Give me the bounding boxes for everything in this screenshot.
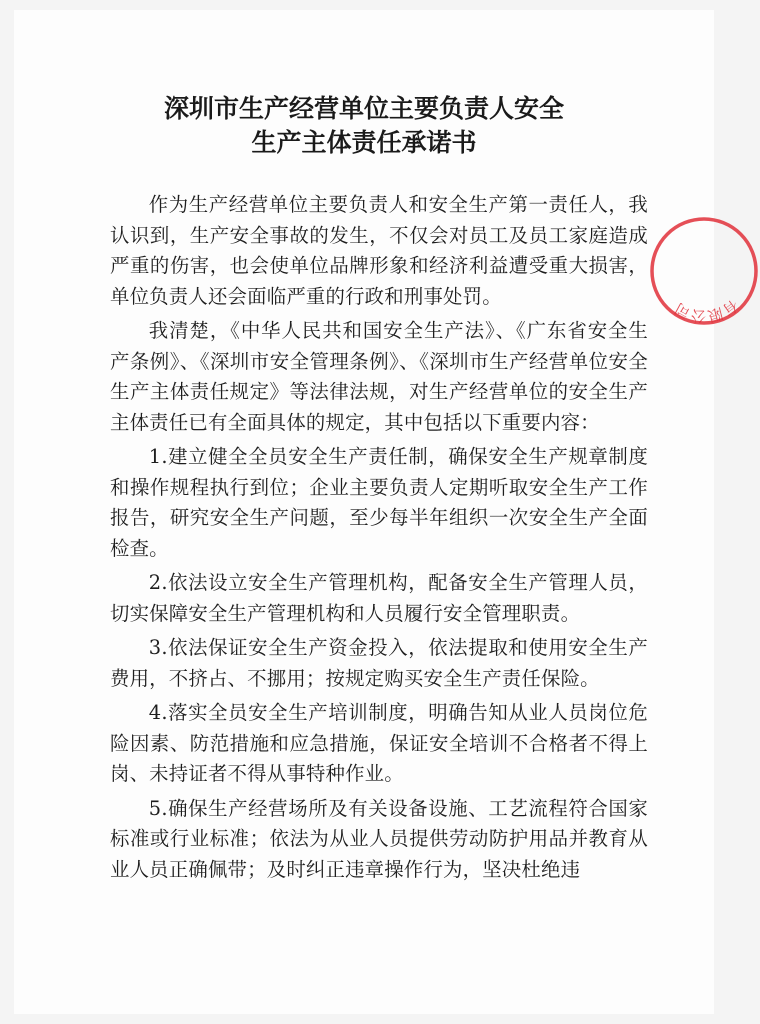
- document-title: [14, 92, 714, 160]
- seal-text: 有限公司: [671, 295, 742, 326]
- document-body: [110, 190, 648, 889]
- paragraph-intro: 作为生产经营单位主要负责人和安全生产第一责任人，我认识到，生产安全事故的发生，不仅会对员工及员工家庭造成严重的伤害，也会使单位品牌形象和经济利益遭受重大损害，单位负责人还会面临严重的行政和刑事处罚。: [110, 193, 648, 308]
- paragraph-item-4: 4.落实全员安全生产培训制度，明确告知从业人员岗位危险因素、防范措施和应急措施，保证安全培训不合格者不得上岗、未持证者不得从事特种作业。: [110, 701, 648, 785]
- paragraph-laws: 我清楚，《中华人民共和国安全生产法》、《广东省安全生产条例》、《深圳市安全管理条例》、《深圳市生产经营单位安全生产主体责任规定》等法律法规，对生产经营单位的安全生产主体责任已有全面具体的规定，其中包括以下重要内容：: [110, 319, 648, 434]
- paragraph-item-5: 5.确保生产经营场所及有关设备设施、工艺流程符合国家标准或行业标准；依法为从业人员提供劳动防护用品并教育从业人员正确佩带；及时纠正违章操作行为，坚决杜绝违: [110, 796, 648, 881]
- paragraph-item-1: 1.建立健全全员安全生产责任制，确保安全生产规章制度和操作规程执行到位；企业主要负责人定期听取安全生产工作报告，研究安全生产问题，至少每半年组织一次安全生产全面检查。: [110, 445, 648, 560]
- document-page: [14, 10, 742, 1014]
- paragraph-item-2: 2.依法设立安全生产管理机构，配备安全生产管理人员，切实保障安全生产管理机构和人员履行安全管理职责。: [110, 571, 648, 625]
- title-line-1: 深圳市生产经营单位主要负责人安全: [163, 94, 564, 123]
- title-line-2: 生产主体责任承诺书: [251, 128, 477, 157]
- company-seal-icon: [648, 215, 760, 327]
- paragraph-item-3: 3.依法保证安全生产资金投入，依法提取和使用安全生产费用，不挤占、不挪用；按规定购买安全生产责任保险。: [110, 636, 648, 690]
- svg-text:有限公司: [672, 296, 742, 326]
